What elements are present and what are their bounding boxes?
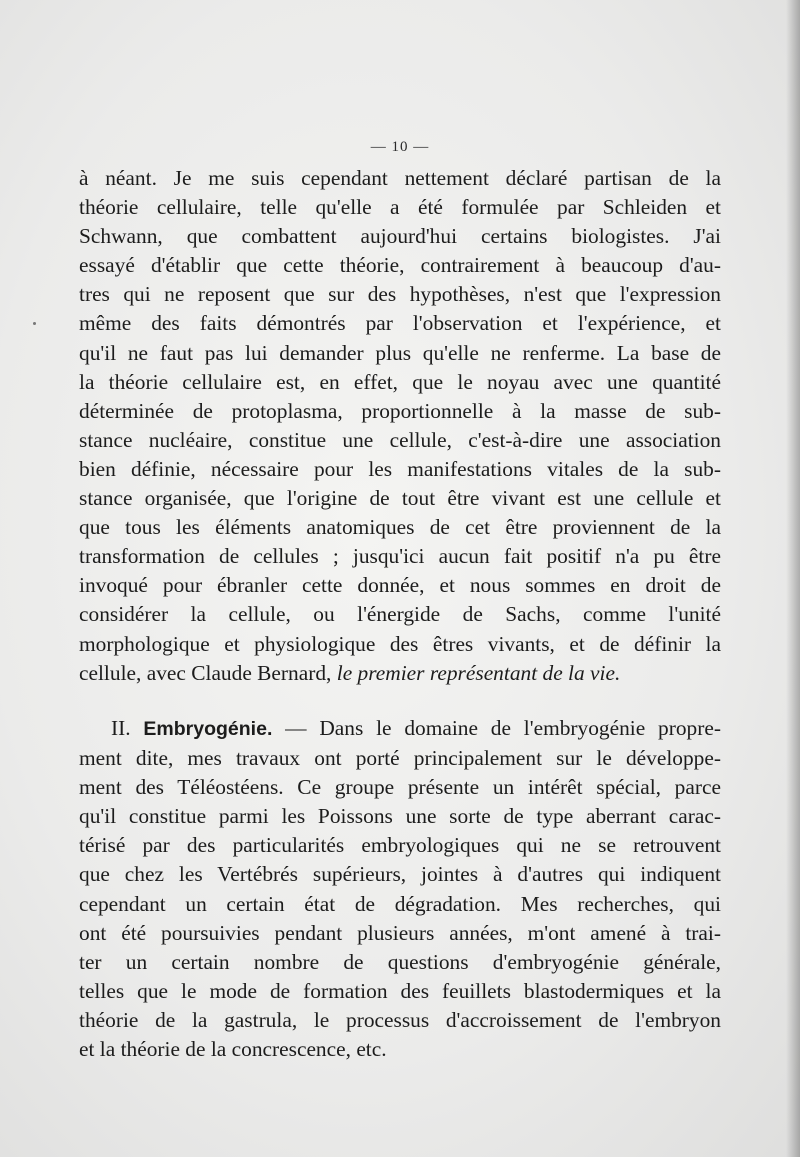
text-line: ment des Téléostéens. Ce groupe présente un intérêt spécial, parce [79, 775, 721, 800]
text-line: térisé par des particularités embryologiques qui ne se retrouvent [79, 833, 721, 858]
text-line: ment dite, mes travaux ont porté principalement sur le développe- [79, 746, 721, 771]
text-line: théorie de la gastrula, le processus d'accroissement de l'embryon [79, 1007, 721, 1032]
text-line: à néant. Je me suis cependant nettement déclaré partisan de la [79, 166, 721, 190]
text-line: Schwann, que combattent aujourd'hui certains biologistes. J'ai [79, 224, 721, 249]
paragraph-embryogenie [79, 714, 721, 1064]
text-line-last: et la théorie de la concrescence, etc. [79, 1037, 387, 1062]
paragraph-cell-theory [79, 164, 721, 688]
text-line-last [79, 659, 721, 688]
text-line: qu'il constitue parmi les Poissons une sorte de type aberrant carac- [79, 804, 721, 829]
margin-speck [33, 322, 36, 325]
italic-quote: le premier représentant de la vie. [336, 660, 621, 685]
text-line-rest: — Dans le domaine de l'embryogénie propre- [272, 716, 721, 740]
text-line: invoqué pour ébranler cette donnée, et nous sommes en droit de [79, 573, 721, 598]
text-line: même des faits démontrés par l'observation et l'expérience, et [79, 311, 721, 336]
text-line: cependant un certain état de dégradation. Mes recherches, qui [79, 891, 721, 916]
page-edge-shadow [786, 0, 800, 1157]
text-line: ont été poursuivies pendant plusieurs années, m'ont amené à trai- [79, 920, 721, 945]
text-line: théorie cellulaire, telle qu'elle a été formulée par Schleiden et [79, 195, 721, 220]
section-heading: Embryogénie. [143, 718, 273, 740]
text-line-prefix: cellule, avec Claude Bernard, [79, 660, 337, 685]
text-line: stance organisée, que l'origine de tout être vivant est une cellule et [79, 486, 721, 511]
text-line: essayé d'établir que cette théorie, contrairement à beaucoup d'au- [79, 253, 721, 278]
text-line: que chez les Vertébrés supérieurs, jointes à d'autres qui indiquent [79, 862, 721, 887]
section-first-line [79, 714, 721, 744]
text-line: stance nucléaire, constitue une cellule, c'est-à-dire une association [79, 427, 721, 452]
page-number: — 10 — [370, 139, 430, 155]
text-line: que tous les éléments anatomiques de cet être proviennent de la [79, 515, 721, 540]
text-line: la théorie cellulaire est, en effet, que le noyau avec une quantité [79, 369, 721, 394]
text-line: tres qui ne reposent que sur des hypothèses, n'est que l'expression [79, 282, 721, 307]
text-line: morphologique et physiologique des êtres vivants, et de définir la [79, 631, 721, 656]
text-line: transformation de cellules ; jusqu'ici aucun fait positif n'a pu être [79, 544, 721, 569]
text-line: ter un certain nombre de questions d'embryogénie générale, [79, 949, 721, 974]
text-line: considérer la cellule, ou l'énergide de Sachs, comme l'unité [79, 602, 721, 627]
text-line: telles que le mode de formation des feuillets blastodermiques et la [79, 978, 721, 1003]
text-line: déterminée de protoplasma, proportionnelle à la masse de sub- [79, 398, 721, 423]
text-line: bien définie, nécessaire pour les manifestations vitales de la sub- [79, 456, 721, 481]
section-number: II. [111, 716, 131, 740]
text-line: qu'il ne faut pas lui demander plus qu'elle ne renferme. La base de [79, 340, 721, 365]
